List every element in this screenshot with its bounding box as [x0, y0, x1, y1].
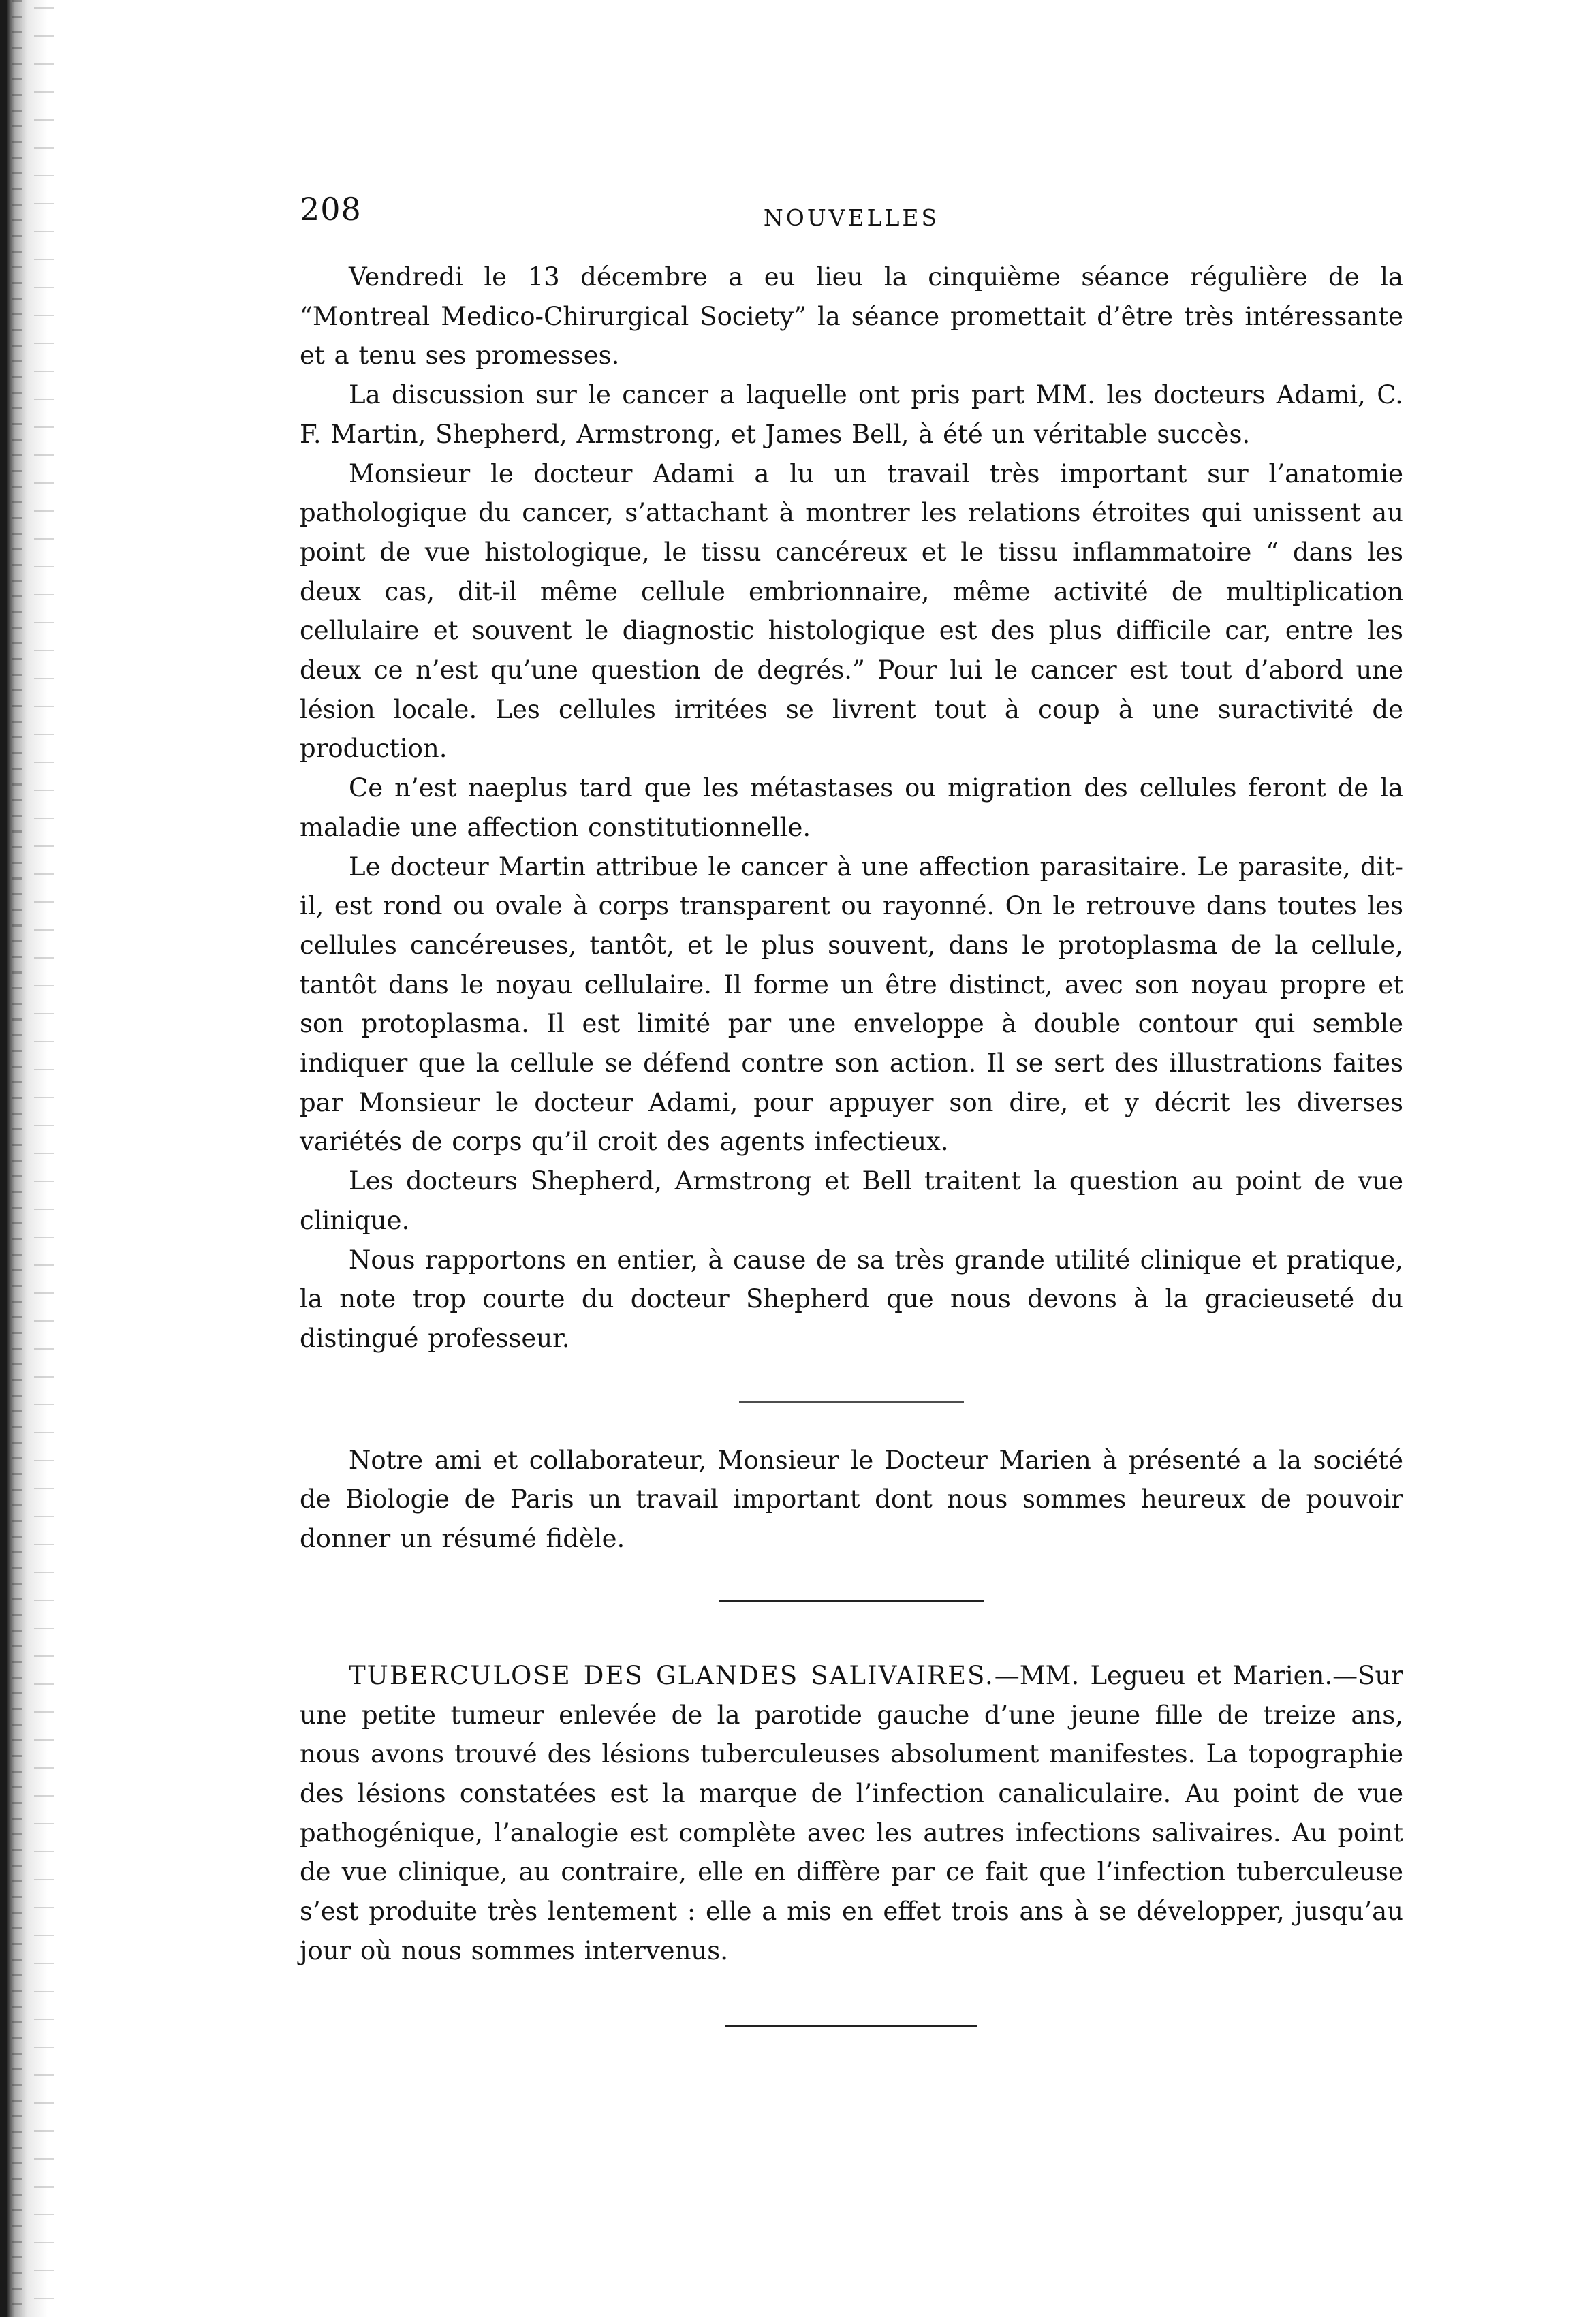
paragraph: Ce n’est naeplus tard que les métastases ou migration des cellules feront de la maladie une affection constitutionnelle. [300, 773, 1403, 842]
paragraph: Notre ami et collaborateur, Monsieur le Docteur Marien à présenté a la société de Biologie de Paris un travail important dont nous sommes heureux de pouvoir donner un résumé fidèle. [300, 1445, 1403, 1554]
paragraph: Vendredi le 13 décembre a eu lieu la cinquième séance régulière de la “Montreal Medico-Chirurgical Society” la séance promettait d’être très intéressante et a tenu ses promesses. [300, 262, 1403, 371]
running-head [300, 191, 1403, 252]
paragraph: Les docteurs Shepherd, Armstrong et Bell traitent la question au point de vue clinique. [300, 1166, 1403, 1235]
section-montreal-society [300, 258, 1403, 1358]
section-heading: TUBERCULOSE DES GLANDES SALIVAIRES. [349, 1660, 995, 1690]
separator-rule [725, 2025, 977, 2027]
section-tuberculose [300, 1656, 1403, 1971]
paragraph: La discussion sur le cancer a laquelle ont pris part MM. les docteurs Adami, C. F. Martin, Shepherd, Armstrong, et James Bell, à été un véritable succès. [300, 380, 1403, 449]
binding-specks [12, 0, 60, 2317]
paragraph: Monsieur le docteur Adami a lu un travail très important sur l’anatomie pathologique du cancer, s’attachant à montrer les relations étroites qui unissent au point de vue histologique, le tissu cancéreux et le tissu inflammatoire “ dans les deux cas, dit-il même cellule embrionnaire, même activité de multiplication cellulaire et souvent le diagnostic histologique est des plus difficile car, entre les deux ce n’est qu’une question de degrés.” Pour lui le cancer est tout d’abord une lésion locale. Les cellules irritées se livrent tout à coup à une suractivité de production. [300, 458, 1403, 764]
page [300, 191, 1403, 2027]
separator-rule [739, 1401, 964, 1403]
paragraph: Nous rapportons en entier, à cause de sa très grande utilité clinique et pratique, la note trop courte du docteur Shepherd que nous devons à la gracieuseté du distingué professeur. [300, 1245, 1403, 1353]
paragraph [300, 1656, 1403, 1971]
section-body: —MM. Legueu et Marien.—Sur une petite tumeur enlevée de la parotide gauche d’une jeune fille de treize ans, nous avons trouvé des lésions tuberculeuses absolument manifestes. La topographie des lésions constatées est la marque de l’infection canaliculaire. Au point de vue pathogénique, l’analogie est complète avec les autres infections salivaires. Au point de vue clinique, au contraire, elle en diffère par ce fait que l’infection tuberculeuse s’est produite très lentement : elle a mis en effet trois ans à se développer, jusqu’au jour où nous sommes intervenus. [300, 1660, 1403, 1965]
separator-rule [719, 1600, 984, 1602]
paragraph: Le docteur Martin attribue le cancer à une affection parasitaire. Le parasite, dit-il, est rond ou ovale à corps transparent ou rayonné. On le retrouve dans toutes les cellules cancéreuses, tantôt, et le plus souvent, dans le protoplasma de la cellule, tantôt dans le noyau cellulaire. Il forme un être distinct, avec son noyau propre et son protoplasma. Il est limité par une enveloppe à double contour qui semble indiquer que la cellule se défend contre son action. Il se sert des illustrations faites par Monsieur le docteur Adami, pour appuyer son dire, et y décrit les diverses variétés de corps qu’il croit des agents infectieux. [300, 852, 1403, 1157]
section-marien-note [300, 1441, 1403, 1559]
page-number: 208 [300, 191, 362, 228]
running-title: NOUVELLES [763, 204, 940, 231]
